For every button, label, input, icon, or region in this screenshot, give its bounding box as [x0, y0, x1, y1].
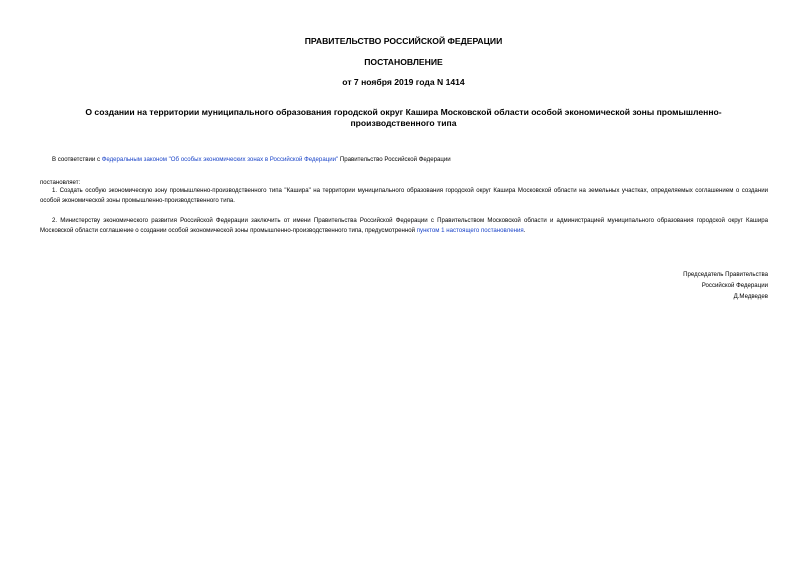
item-1-reference-link[interactable]: пунктом 1 настоящего постановления [416, 227, 524, 234]
federal-law-link[interactable]: Федеральным законом "Об особых экономических зонах в Российской Федерации" [101, 156, 339, 163]
signature-name: Д.Медведев [733, 293, 768, 300]
basis-suffix: Правительство Российской Федерации [338, 156, 451, 163]
date-number-heading: от 7 ноября 2019 года N 1414 [342, 77, 465, 87]
item-2-end: . [523, 227, 526, 234]
item-1-paragraph: 1. Создать особую экономическую зону промышленно-производственного типа "Кашира" на территории муниципального образования городской округ Кашира Московской области на земельных участках, определяемых соглашением о создании особой экономической зоны промышленно-производственного типа. [40, 187, 768, 204]
basis-paragraph [52, 155, 767, 165]
decree-word: постановляет: [40, 179, 81, 186]
item-2-text: 2. Министерству экономического развития Российской Федерации заключить от имени Правительства Российской Федерации с Правительством Московской области и администрацией муниципального образования городской округ Кашира Московской области соглашение о создании особой экономической зоны промышленно-производственного типа, предусмотренной [40, 217, 768, 234]
signature-position: Председатель Правительства [683, 271, 768, 278]
basis-prefix: В соответствии с [52, 156, 102, 163]
signature-organization: Российской Федерации [701, 282, 768, 289]
government-heading: ПРАВИТЕЛЬСТВО РОССИЙСКОЙ ФЕДЕРАЦИИ [304, 36, 503, 46]
document-type-heading: ПОСТАНОВЛЕНИЕ [364, 57, 443, 67]
document-title: О создании на территории муниципального образования городской округ Кашира Московской области особой экономической зоны промышленно-производственного типа [85, 107, 722, 128]
item-2-paragraph [40, 216, 768, 236]
signature-block [560, 269, 768, 302]
